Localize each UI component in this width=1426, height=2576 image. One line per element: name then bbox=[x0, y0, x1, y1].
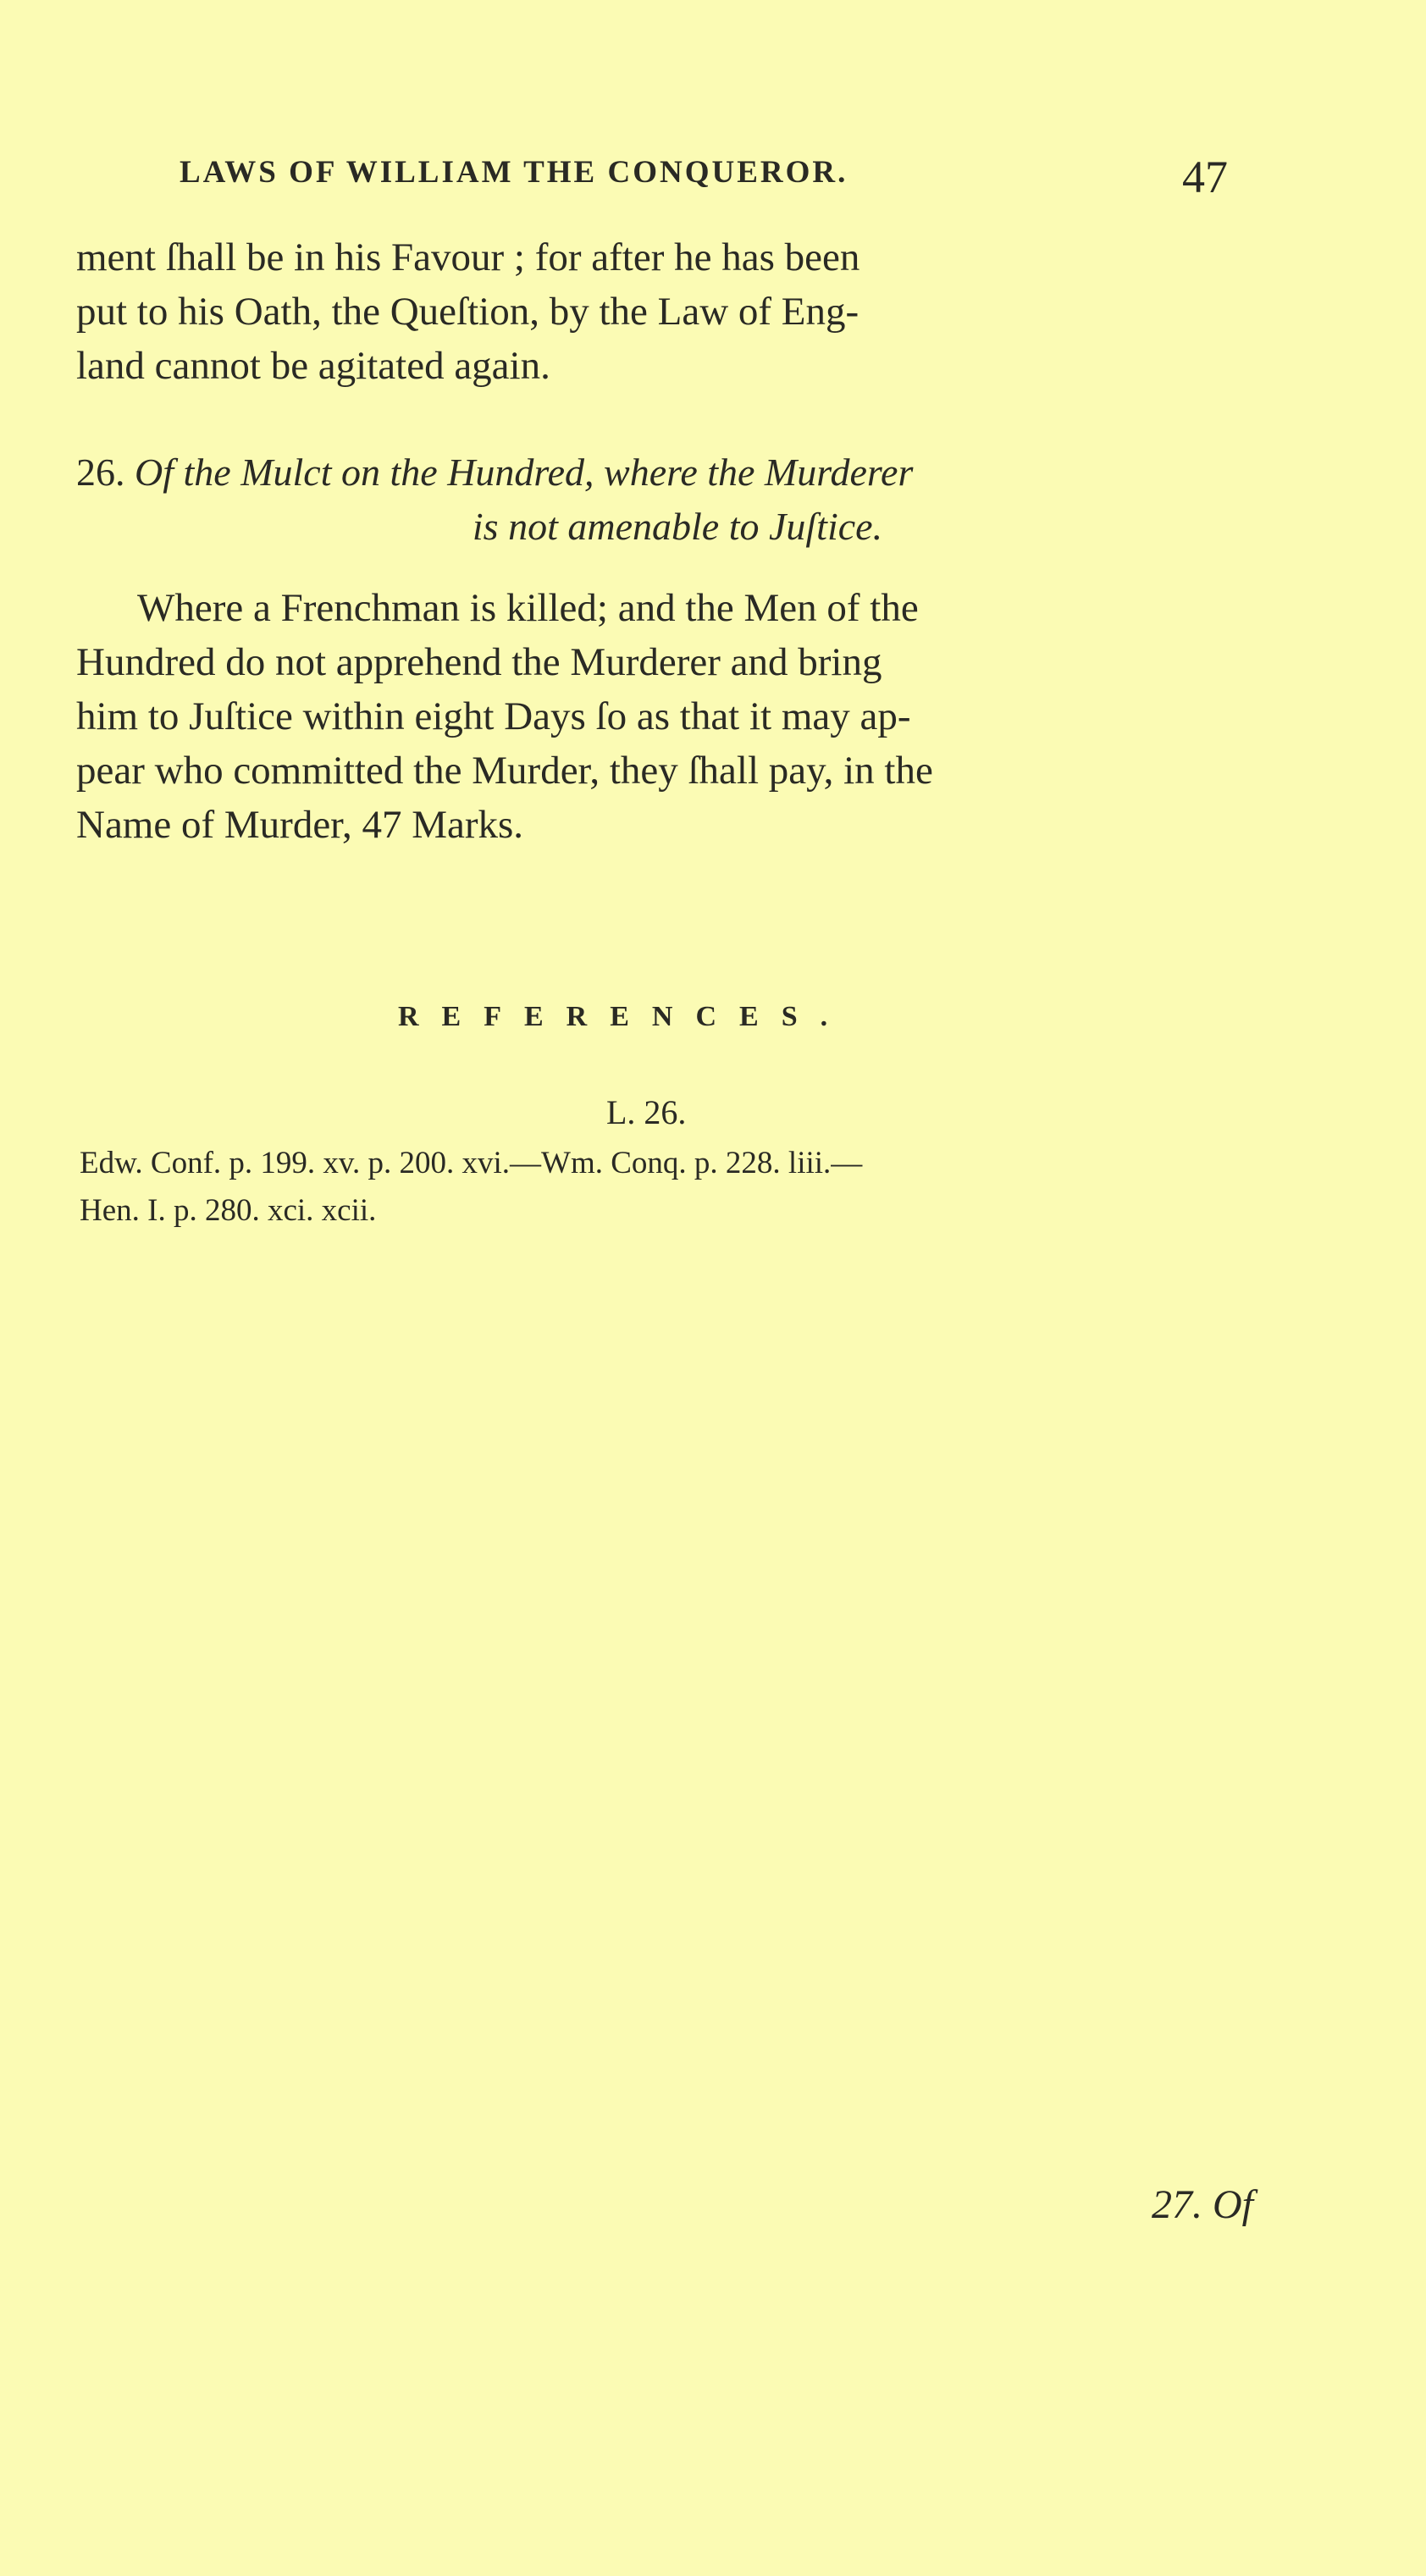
paragraph-continued bbox=[76, 230, 859, 393]
section-heading bbox=[76, 445, 1262, 554]
paragraph-section-26 bbox=[76, 581, 933, 852]
citation-line: Hen. I. p. 280. xci. xcii. bbox=[80, 1193, 377, 1228]
text-line: put to his Oath, the Queſtion, by the Law of Eng- bbox=[76, 290, 859, 334]
section-title-part-2: is not amenable to Juſtice. bbox=[472, 505, 883, 548]
page-number: 47 bbox=[1182, 152, 1228, 202]
references-heading: REFERENCES. bbox=[398, 1001, 851, 1032]
text-line: land cannot be agitated again. bbox=[76, 344, 550, 388]
section-number: 26. bbox=[76, 451, 125, 494]
reference-label: L. 26. bbox=[606, 1093, 687, 1131]
text-line: pear who committed the Murder, they ſhall pay, in the bbox=[76, 749, 933, 793]
section-title-part-1: Of the Mulct on the Hundred, where the Murderer bbox=[135, 451, 914, 494]
text-line: Where a Frenchman is killed; and the Men of the bbox=[137, 586, 919, 630]
text-line: ment ſhall be in his Favour ; for after he has been bbox=[76, 235, 860, 279]
section-heading-line-1 bbox=[76, 445, 1262, 500]
reference-citations bbox=[80, 1140, 862, 1235]
text-line: Hundred do not apprehend the Murderer and bring bbox=[76, 640, 882, 684]
text-line: him to Juſtice within eight Days ſo as that it may ap- bbox=[76, 694, 911, 738]
running-head: LAWS OF WILLIAM THE CONQUEROR. bbox=[180, 155, 848, 190]
catchword: 27. Of bbox=[1152, 2182, 1253, 2227]
text-line: Name of Murder, 47 Marks. bbox=[76, 803, 524, 847]
citation-line: Edw. Conf. p. 199. xv. p. 200. xvi.—Wm. Conq. p. 228. liii.— bbox=[80, 1146, 863, 1180]
